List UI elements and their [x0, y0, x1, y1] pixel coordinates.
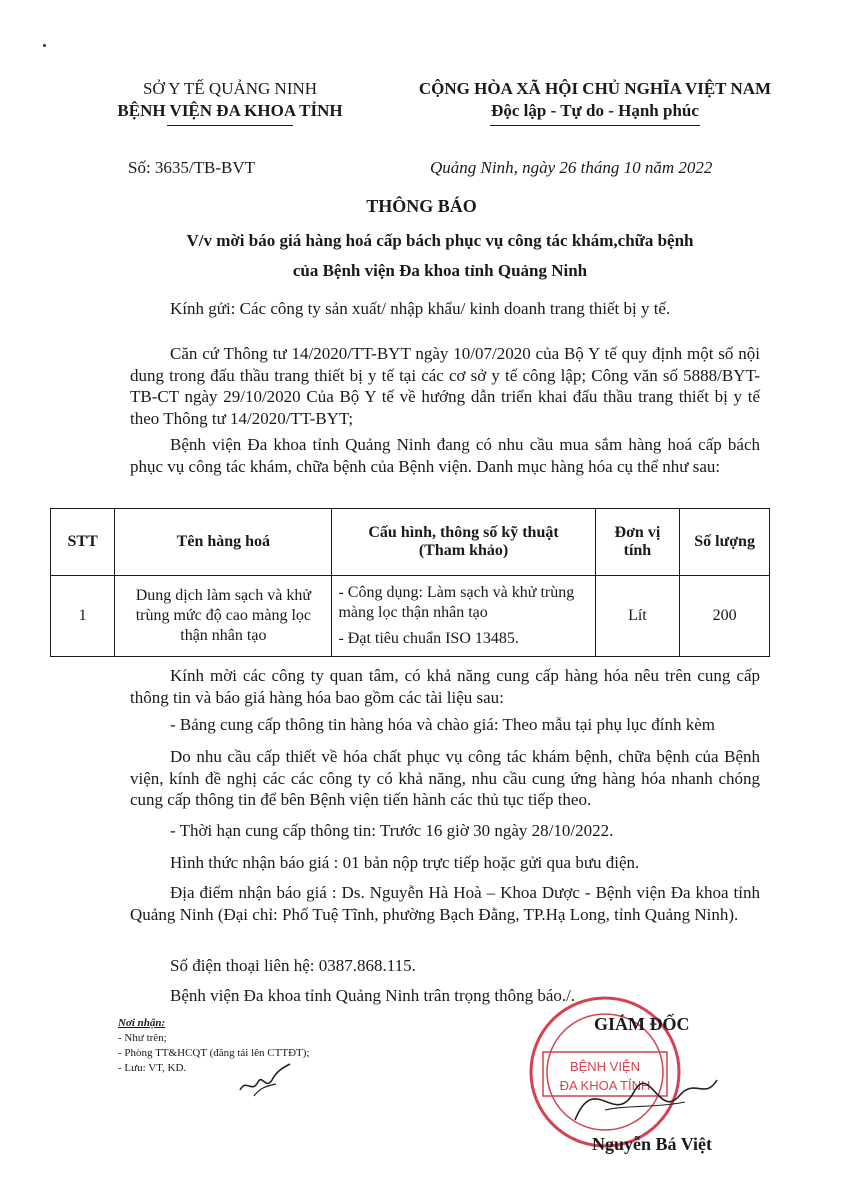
recipient-line: Kính gửi: Các công ty sản xuất/ nhập khẩu/ kinh doanh trang thiết bị y tế.	[170, 299, 671, 318]
paragraph-form: - Bảng cung cấp thông tin hàng hóa và chào giá: Theo mẫu tại phụ lục đính kèm	[170, 715, 715, 734]
table-row	[51, 576, 770, 657]
nation-line-2: Độc lập - Tự do - Hạnh phúc	[491, 101, 699, 120]
distribution-item: - Lưu: VT, KD.	[118, 1062, 187, 1074]
scan-speck	[43, 44, 46, 47]
stamp-line-1: BỆNH VIỆN	[569, 1059, 641, 1074]
header-spec	[332, 509, 595, 576]
subject-line-2: của Bệnh viện Đa khoa tỉnh Quảng Ninh	[292, 261, 588, 280]
header-unit	[595, 509, 680, 576]
paragraph-closing: Bệnh viện Đa khoa tỉnh Quảng Ninh trân trọng thông báo./.	[170, 986, 576, 1005]
cell-unit: Lít	[595, 576, 680, 657]
table-header-row	[51, 509, 770, 576]
signature-title: GIÁM ĐỐC	[594, 1014, 690, 1034]
header-unit-line-2: tính	[623, 542, 652, 559]
cell-spec-line-1: - Công dụng: Làm sạch và khử trùng màng lọc thận nhân tạo	[338, 584, 575, 621]
cell-name: Dung dịch làm sạch và khử trùng mức độ cao màng lọc thận nhân tạo	[115, 576, 332, 657]
cell-stt: 1	[51, 576, 115, 657]
org-line-2: BỆNH VIỆN ĐA KHOA TỈNH	[117, 101, 343, 120]
header-spec-line-1: Cấu hình, thông số kỹ thuật	[368, 524, 559, 541]
motto-underline	[490, 125, 700, 126]
issuing-organization	[80, 78, 380, 126]
distribution-item: - Phòng TT&HCQT (đăng tải lên CTTĐT);	[118, 1047, 310, 1059]
paragraph-legal-basis: Căn cứ Thông tư 14/2020/TT-BYT ngày 10/07/2020 của Bộ Y tế quy định một số nội dung trong đấu thầu trang thiết bị y tế tại các cơ sở y tế công lập; Công văn số 5888/BYT-TB-CT ngày 29/10/2020 Của Bộ Y tế về hướng dẫn triển khai đấu thầu trang thiết bị y tế theo Thông tư 14/2020/TT-BYT;	[130, 344, 760, 428]
initial-signature	[236, 1060, 296, 1100]
paragraph-method: Hình thức nhận báo giá : 01 bản nộp trực tiếp hoặc gửi qua bưu điện.	[170, 853, 640, 872]
cell-qty: 200	[680, 576, 770, 657]
cell-spec-line-2: - Đạt tiêu chuẩn ISO 13485.	[338, 630, 519, 647]
header-unit-line-1: Đơn vị	[614, 524, 661, 541]
paragraph-phone: Số điện thoại liên hệ: 0387.868.115.	[170, 956, 416, 975]
org-underline	[167, 125, 293, 126]
header-name: Tên hàng hoá	[115, 509, 332, 576]
signer-name: Nguyễn Bá Việt	[592, 1134, 713, 1154]
org-line-1: SỞ Y TẾ QUẢNG NINH	[142, 79, 318, 98]
national-motto	[385, 78, 805, 126]
paragraph-urgent: Do nhu cầu cấp thiết về hóa chất phục vụ công tác khám bệnh, chữa bệnh của Bệnh viện, kính đề nghị các các công ty có khả năng, nhu cầu cung ứng hàng hóa nhanh chóng cung cấp thông tin để bên Bệnh viện tiến hành các thủ tục tiếp theo.	[130, 747, 760, 809]
paragraph-invite: Kính mời các công ty quan tâm, có khả năng cung cấp hàng hóa nêu trên cung cấp thông tin và báo giá hàng hóa bao gồm các tài liệu sau:	[130, 666, 760, 707]
document-title: THÔNG BÁO	[366, 196, 477, 216]
stamp-line-2: ĐA KHOA TỈNH	[559, 1078, 651, 1093]
header-qty: Số lượng	[680, 509, 770, 576]
paragraph-deadline: - Thời hạn cung cấp thông tin: Trước 16 giờ 30 ngày 28/10/2022.	[170, 821, 614, 840]
nation-line-1: CỘNG HÒA XÃ HỘI CHỦ NGHĨA VIỆT NAM	[418, 79, 772, 98]
subject-line-1: V/v mời báo giá hàng hoá cấp bách phục vụ công tác khám,chữa bệnh	[186, 231, 694, 250]
distribution-label: Nơi nhận:	[118, 1017, 166, 1029]
document-subject	[100, 226, 780, 286]
handwritten-signature	[565, 1060, 725, 1140]
header-spec-line-2: (Tham khảo)	[418, 542, 509, 559]
paragraph-need: Bệnh viện Đa khoa tỉnh Quảng Ninh đang có nhu cầu mua sắm hàng hoá cấp bách phục vụ công tác khám, chữa bệnh của Bệnh viện. Danh mục hàng hóa cụ thể như sau:	[130, 435, 760, 476]
document-date: Quảng Ninh, ngày 26 tháng 10 năm 2022	[430, 158, 713, 177]
paragraph-place: Địa điểm nhận báo giá : Ds. Nguyễn Hà Hoà – Khoa Dược - Bệnh viện Đa khoa tỉnh Quảng Ninh (Đại chỉ: Phố Tuệ Tĩnh, phường Bạch Đằng, TP.Hạ Long, tỉnh Quảng Ninh).	[130, 883, 760, 924]
goods-table	[50, 508, 770, 657]
document-number: Số: 3635/TB-BVT	[128, 158, 256, 177]
cell-spec	[332, 576, 595, 657]
distribution-item: - Như trên;	[118, 1032, 167, 1044]
header-stt: STT	[51, 509, 115, 576]
